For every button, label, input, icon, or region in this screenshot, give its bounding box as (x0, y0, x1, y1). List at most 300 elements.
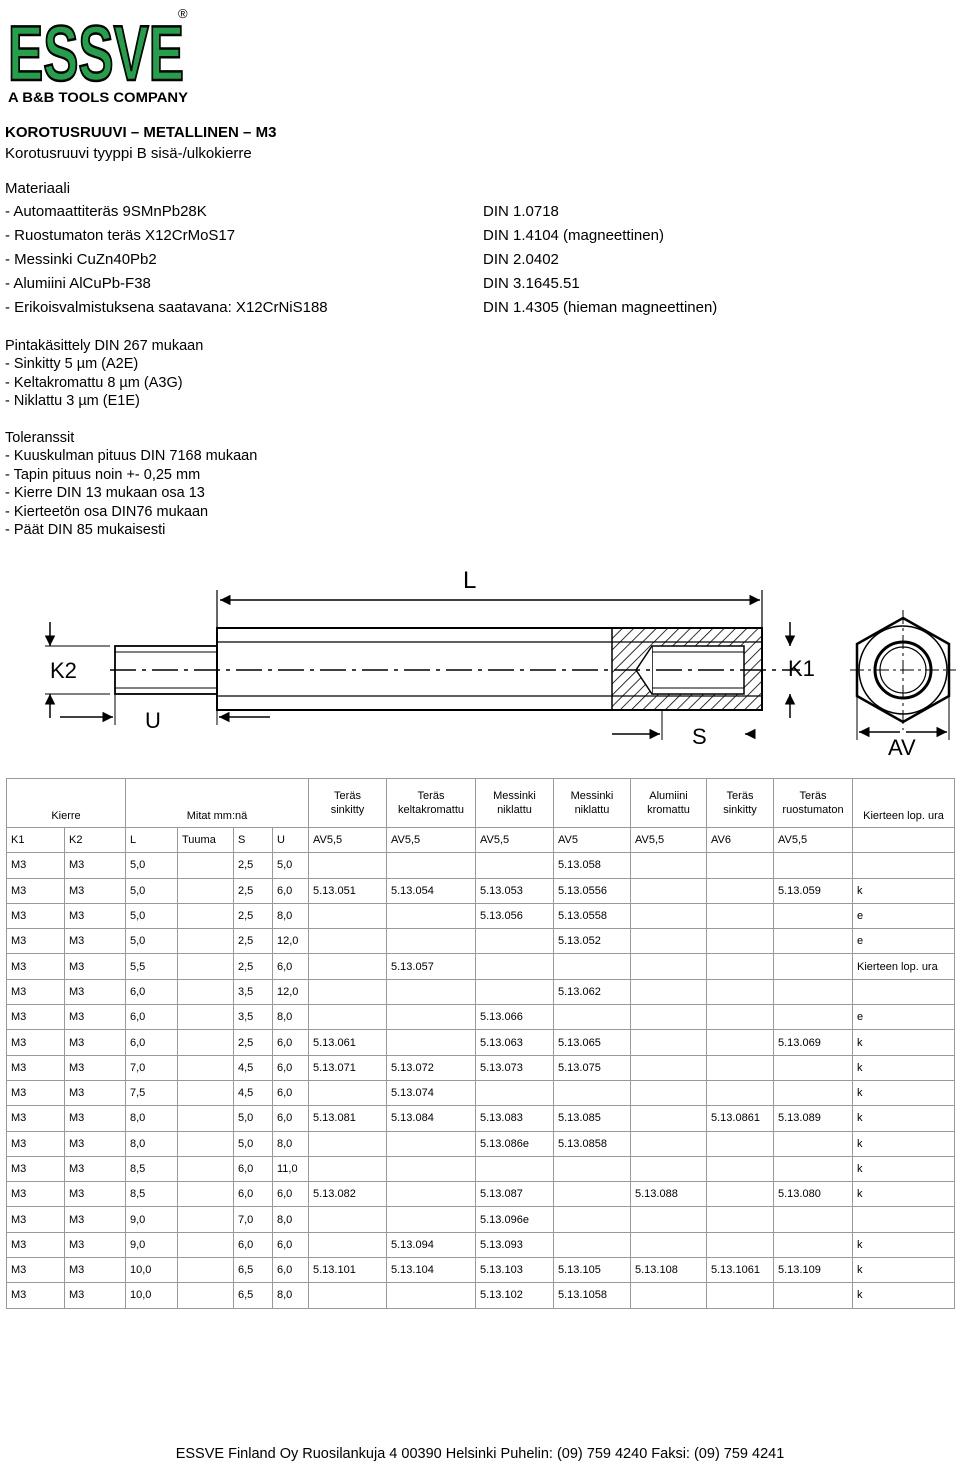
table-cell (707, 1005, 774, 1030)
table-cell: 6,0 (126, 1005, 178, 1030)
table-cell (178, 1131, 234, 1156)
table-cell (387, 1030, 476, 1055)
table-cell: 5.13.094 (387, 1232, 476, 1257)
tolerance-line: - Kierre DIN 13 mukaan osa 13 (5, 485, 205, 502)
subheader-cell: U (273, 828, 309, 853)
table-cell (476, 929, 554, 954)
table-cell (631, 1030, 707, 1055)
table-row (7, 1131, 955, 1156)
table-cell (631, 853, 707, 878)
table-cell: 6,0 (234, 1232, 273, 1257)
table-row (7, 1207, 955, 1232)
table-cell (178, 1005, 234, 1030)
table-cell: 5.13.086e (476, 1131, 554, 1156)
table-cell (387, 979, 476, 1004)
table-cell (178, 1106, 234, 1131)
table-cell (774, 954, 853, 979)
table-cell: 5.13.085 (554, 1106, 631, 1131)
table-cell: 5.13.089 (774, 1106, 853, 1131)
surface-line: - Niklattu 3 µm (E1E) (5, 393, 140, 410)
table-cell: 7,0 (234, 1207, 273, 1232)
table-cell (476, 954, 554, 979)
table-cell (476, 979, 554, 1004)
table-cell: M3 (7, 979, 65, 1004)
table-cell: 12,0 (273, 929, 309, 954)
header-cell: Teräs sinkitty (309, 779, 387, 828)
table-cell: 11,0 (273, 1156, 309, 1181)
subheader-cell: S (234, 828, 273, 853)
table-cell (178, 1232, 234, 1257)
table-cell: 5.13.101 (309, 1258, 387, 1283)
table-cell: 5.13.087 (476, 1182, 554, 1207)
table-cell: 5,0 (126, 929, 178, 954)
table-cell: M3 (7, 1005, 65, 1030)
table-cell: 5,0 (234, 1131, 273, 1156)
table-cell (387, 853, 476, 878)
table-cell: 2,5 (234, 878, 273, 903)
material-name: - Alumiini AlCuPb-F38 (5, 275, 151, 292)
table-cell (631, 929, 707, 954)
table-cell: 5.13.109 (774, 1258, 853, 1283)
dim-label-S: S (692, 724, 707, 749)
table-cell (774, 1005, 853, 1030)
table-cell (178, 1080, 234, 1105)
material-row (5, 227, 664, 244)
table-cell (853, 1207, 955, 1232)
table-cell: 5,0 (126, 853, 178, 878)
table-cell: 5.13.083 (476, 1106, 554, 1131)
table-cell (178, 1030, 234, 1055)
material-row (5, 251, 559, 268)
table-cell (774, 1131, 853, 1156)
table-row (7, 954, 955, 979)
table-cell: M3 (7, 1106, 65, 1131)
table-cell: k (853, 1055, 955, 1080)
table-cell (774, 979, 853, 1004)
table-cell (178, 1055, 234, 1080)
table-cell (554, 1080, 631, 1105)
table-cell (554, 954, 631, 979)
table-cell: e (853, 1005, 955, 1030)
table-cell (554, 1207, 631, 1232)
table-cell (554, 1156, 631, 1181)
table-cell (707, 1283, 774, 1308)
table-cell: 3,5 (234, 1005, 273, 1030)
material-standard: DIN 3.1645.51 (483, 275, 580, 292)
table-row (7, 1283, 955, 1308)
table-cell (707, 878, 774, 903)
tolerances-heading: Toleranssit (5, 430, 75, 446)
table-cell (309, 853, 387, 878)
material-name: - Messinki CuZn40Pb2 (5, 251, 157, 268)
table-cell: M3 (7, 1182, 65, 1207)
material-standard: DIN 1.4104 (magneettinen) (483, 227, 664, 244)
table-cell: 5.13.065 (554, 1030, 631, 1055)
table-cell (309, 1156, 387, 1181)
table-cell (707, 979, 774, 1004)
table-cell: 8,0 (273, 1283, 309, 1308)
dim-label-U: U (145, 708, 161, 733)
table-cell: k (853, 878, 955, 903)
table-cell (178, 929, 234, 954)
table-cell: k (853, 1182, 955, 1207)
table-cell (309, 1283, 387, 1308)
table-row (7, 1182, 955, 1207)
table-cell: 6,0 (273, 1055, 309, 1080)
table-cell: 8,0 (273, 1131, 309, 1156)
table-cell: 10,0 (126, 1283, 178, 1308)
table-cell: 5.13.084 (387, 1106, 476, 1131)
table-cell: 4,5 (234, 1080, 273, 1105)
table-cell: k (853, 1232, 955, 1257)
surface-heading: Pintakäsittely DIN 267 mukaan (5, 338, 204, 354)
table-cell: 6,0 (234, 1182, 273, 1207)
table-cell (631, 1283, 707, 1308)
footer-contact: ESSVE Finland Oy Ruosilankuja 4 00390 Helsinki Puhelin: (09) 759 4240 Faksi: (09) 759 4241 (175, 1446, 785, 1462)
table-cell (631, 903, 707, 928)
table-cell (774, 1080, 853, 1105)
table-cell (853, 979, 955, 1004)
table-cell (707, 1232, 774, 1257)
table-cell (387, 1182, 476, 1207)
table-cell: k (853, 1131, 955, 1156)
table-cell: M3 (7, 1207, 65, 1232)
table-cell: M3 (65, 1080, 126, 1105)
material-standard: DIN 1.4305 (hieman magneettinen) (483, 299, 718, 316)
subheader-cell: AV5 (554, 828, 631, 853)
technical-drawing (0, 560, 960, 770)
table-cell: 7,0 (126, 1055, 178, 1080)
table-cell: e (853, 903, 955, 928)
material-row (5, 203, 559, 220)
table-row (7, 929, 955, 954)
table-cell (707, 1080, 774, 1105)
table-cell: 5.13.0858 (554, 1131, 631, 1156)
subheader-cell: AV5,5 (387, 828, 476, 853)
spec-table (6, 778, 955, 1309)
table-cell (387, 1283, 476, 1308)
table-cell: 5.13.104 (387, 1258, 476, 1283)
table-cell: 5,0 (234, 1106, 273, 1131)
table-cell (631, 1106, 707, 1131)
table-cell: M3 (7, 1258, 65, 1283)
table-cell: 10,0 (126, 1258, 178, 1283)
table-cell (387, 1156, 476, 1181)
table-cell: 3,5 (234, 979, 273, 1004)
table-cell: 6,0 (273, 1030, 309, 1055)
table-cell (853, 853, 955, 878)
table-cell: M3 (65, 954, 126, 979)
hex-end-view (850, 610, 956, 730)
table-cell: 6,0 (273, 878, 309, 903)
table-cell (387, 1005, 476, 1030)
table-cell: M3 (65, 878, 126, 903)
table-row (7, 1258, 955, 1283)
table-cell: M3 (65, 1055, 126, 1080)
table-cell (631, 1055, 707, 1080)
table-cell: M3 (65, 1182, 126, 1207)
table-cell: 6,5 (234, 1283, 273, 1308)
table-cell (178, 1283, 234, 1308)
table-cell: 5.13.069 (774, 1030, 853, 1055)
table-cell: 2,5 (234, 903, 273, 928)
table-cell (178, 1182, 234, 1207)
table-cell: 8,0 (273, 903, 309, 928)
surface-line: - Sinkitty 5 µm (A2E) (5, 356, 139, 373)
table-cell: 5.13.062 (554, 979, 631, 1004)
table-cell: M3 (65, 1030, 126, 1055)
table-cell: 5.13.063 (476, 1030, 554, 1055)
table-cell: 2,5 (234, 929, 273, 954)
table-cell: M3 (65, 1131, 126, 1156)
table-row (7, 903, 955, 928)
logo-tagline: A B&B TOOLS COMPANY (8, 90, 188, 105)
table-cell: 5.13.088 (631, 1182, 707, 1207)
table-cell: 5.13.1061 (707, 1258, 774, 1283)
essve-logo (6, 4, 190, 106)
table-cell (707, 903, 774, 928)
subheader-cell (853, 828, 955, 853)
table-cell (707, 1131, 774, 1156)
table-cell: 4,5 (234, 1055, 273, 1080)
table-cell: 5.13.052 (554, 929, 631, 954)
table-cell: 6,0 (234, 1156, 273, 1181)
table-cell: 5.13.058 (554, 853, 631, 878)
table-cell (707, 1182, 774, 1207)
material-row (5, 275, 580, 292)
table-cell: 5.13.082 (309, 1182, 387, 1207)
header-cell: Teräs ruostumaton (774, 779, 853, 828)
table-cell: 6,0 (273, 1232, 309, 1257)
table-cell: M3 (7, 954, 65, 979)
header-cell: Teräs sinkitty (707, 779, 774, 828)
table-cell: 5.13.096e (476, 1207, 554, 1232)
table-cell (631, 1131, 707, 1156)
tolerance-line: - Päät DIN 85 mukaisesti (5, 522, 166, 539)
table-cell: 5.13.071 (309, 1055, 387, 1080)
table-cell (774, 853, 853, 878)
table-cell: e (853, 929, 955, 954)
table-cell (631, 878, 707, 903)
table-cell: 9,0 (126, 1207, 178, 1232)
table-cell (707, 929, 774, 954)
logo-wordmark: ESSVE (8, 9, 184, 97)
table-cell (707, 1207, 774, 1232)
table-cell: 8,0 (126, 1106, 178, 1131)
table-cell: M3 (7, 929, 65, 954)
table-cell: M3 (7, 1030, 65, 1055)
table-cell: 5.13.093 (476, 1232, 554, 1257)
table-cell: M3 (65, 979, 126, 1004)
table-cell (631, 1207, 707, 1232)
table-cell: 5.13.054 (387, 878, 476, 903)
table-cell (774, 1283, 853, 1308)
table-cell: 8,0 (273, 1207, 309, 1232)
table-cell: 5.13.056 (476, 903, 554, 928)
table-cell: M3 (7, 1232, 65, 1257)
table-cell (178, 1258, 234, 1283)
table-cell: 6,0 (273, 1080, 309, 1105)
table-cell (631, 979, 707, 1004)
subheader-cell: L (126, 828, 178, 853)
material-name: - Erikoisvalmistuksena saatavana: X12CrNiS188 (5, 299, 328, 316)
header-cell: Teräs keltakromattu (387, 779, 476, 828)
table-cell: 5.13.075 (554, 1055, 631, 1080)
table-cell (178, 878, 234, 903)
subheader-cell: AV5,5 (476, 828, 554, 853)
table-cell: M3 (7, 878, 65, 903)
table-cell: 2,5 (234, 853, 273, 878)
table-cell (707, 1055, 774, 1080)
table-row (7, 1106, 955, 1131)
table-cell (309, 1131, 387, 1156)
table-cell (554, 1182, 631, 1207)
table-cell: 2,5 (234, 1030, 273, 1055)
table-cell: 5.13.074 (387, 1080, 476, 1105)
dim-label-K2: K2 (50, 658, 77, 683)
table-cell: 5.13.108 (631, 1258, 707, 1283)
table-cell (631, 954, 707, 979)
table-cell (707, 1030, 774, 1055)
table-cell: M3 (65, 853, 126, 878)
tolerances (5, 429, 257, 539)
dim-label-AV: AV (888, 735, 916, 760)
table-cell: k (853, 1030, 955, 1055)
table-cell: 5.13.1058 (554, 1283, 631, 1308)
table-cell (707, 853, 774, 878)
table-cell: 8,5 (126, 1182, 178, 1207)
table-cell: k (853, 1080, 955, 1105)
table-cell: M3 (65, 929, 126, 954)
table-cell: M3 (65, 1232, 126, 1257)
table-cell (707, 954, 774, 979)
table-cell: 6,0 (273, 1182, 309, 1207)
material-standard: DIN 1.0718 (483, 203, 559, 220)
header-cell: Kierteen lop. ura (853, 779, 955, 828)
table-cell: 5.13.051 (309, 878, 387, 903)
table-cell: M3 (65, 1283, 126, 1308)
table-cell: 9,0 (126, 1232, 178, 1257)
table-cell: 5.13.102 (476, 1283, 554, 1308)
table-cell (178, 1207, 234, 1232)
table-cell: 5.13.080 (774, 1182, 853, 1207)
table-cell (387, 1131, 476, 1156)
header-cell: Kierre (7, 779, 126, 828)
table-cell: k (853, 1258, 955, 1283)
table-cell: M3 (65, 1207, 126, 1232)
table-cell (178, 954, 234, 979)
table-cell: M3 (65, 1258, 126, 1283)
table-cell: 5.13.059 (774, 878, 853, 903)
table-cell: 8,5 (126, 1156, 178, 1181)
header-cell: Mitat mm:nä (126, 779, 309, 828)
table-cell: k (853, 1106, 955, 1131)
table-cell (774, 1156, 853, 1181)
table-cell: M3 (7, 1055, 65, 1080)
subheader-cell: Tuuma (178, 828, 234, 853)
table-cell (554, 1232, 631, 1257)
subheader-cell: AV5,5 (309, 828, 387, 853)
dim-label-K1: K1 (788, 656, 815, 681)
table-row (7, 853, 955, 878)
table-cell: 5,0 (126, 903, 178, 928)
table-cell: 5.13.0861 (707, 1106, 774, 1131)
material-standard: DIN 2.0402 (483, 251, 559, 268)
table-cell: M3 (65, 1005, 126, 1030)
table-cell: 5.13.073 (476, 1055, 554, 1080)
table-row (7, 1005, 955, 1030)
table-row (7, 1055, 955, 1080)
subheader-cell: AV5,5 (631, 828, 707, 853)
table-cell (707, 1156, 774, 1181)
table-cell: 5,0 (273, 853, 309, 878)
tolerance-line: - Kuuskulman pituus DIN 7168 mukaan (5, 448, 258, 465)
table-cell (476, 853, 554, 878)
header-cell: Messinki niklattu (476, 779, 554, 828)
subheader-cell: AV5,5 (774, 828, 853, 853)
table-cell (309, 1232, 387, 1257)
table-cell: M3 (7, 903, 65, 928)
registered-mark: ® (178, 6, 188, 21)
material-name: - Automaattiteräs 9SMnPb28K (5, 203, 207, 220)
table-cell (309, 979, 387, 1004)
table-cell: 5.13.066 (476, 1005, 554, 1030)
table-cell: M3 (65, 1156, 126, 1181)
table-cell (178, 903, 234, 928)
table-cell: 6,0 (273, 1106, 309, 1131)
table-cell: Kierteen lop. ura (853, 954, 955, 979)
table-row (7, 1232, 955, 1257)
table-cell (631, 1156, 707, 1181)
table-cell: M3 (65, 903, 126, 928)
table-cell (774, 929, 853, 954)
table-cell (774, 1232, 853, 1257)
table-cell: 6,0 (273, 954, 309, 979)
table-cell (476, 1156, 554, 1181)
table-cell: 6,0 (126, 1030, 178, 1055)
table-cell (178, 979, 234, 1004)
table-subheader-row (7, 828, 955, 853)
table-cell: 5.13.072 (387, 1055, 476, 1080)
table-row (7, 878, 955, 903)
table-row (7, 1030, 955, 1055)
table-cell: 5,0 (126, 878, 178, 903)
table-cell: 12,0 (273, 979, 309, 1004)
subheader-cell: AV6 (707, 828, 774, 853)
header-cell: Alumiini kromattu (631, 779, 707, 828)
subheader-cell: K2 (65, 828, 126, 853)
table-cell (554, 1005, 631, 1030)
table-cell (774, 1207, 853, 1232)
table-cell: 8,0 (273, 1005, 309, 1030)
table-cell: k (853, 1156, 955, 1181)
table-cell (309, 954, 387, 979)
table-cell: 5,5 (126, 954, 178, 979)
product-subtitle: Korotusruuvi tyyppi B sisä-/ulkokierre (5, 145, 252, 162)
table-row (7, 1156, 955, 1181)
table-cell (387, 1207, 476, 1232)
table-cell: 6,0 (126, 979, 178, 1004)
header-cell: Messinki niklattu (554, 779, 631, 828)
table-cell: 7,5 (126, 1080, 178, 1105)
table-cell (178, 853, 234, 878)
table-cell: M3 (7, 1080, 65, 1105)
table-cell (309, 1080, 387, 1105)
material-name: - Ruostumaton teräs X12CrMoS17 (5, 227, 236, 244)
table-cell (387, 929, 476, 954)
table-cell (309, 1005, 387, 1030)
table-cell (309, 929, 387, 954)
